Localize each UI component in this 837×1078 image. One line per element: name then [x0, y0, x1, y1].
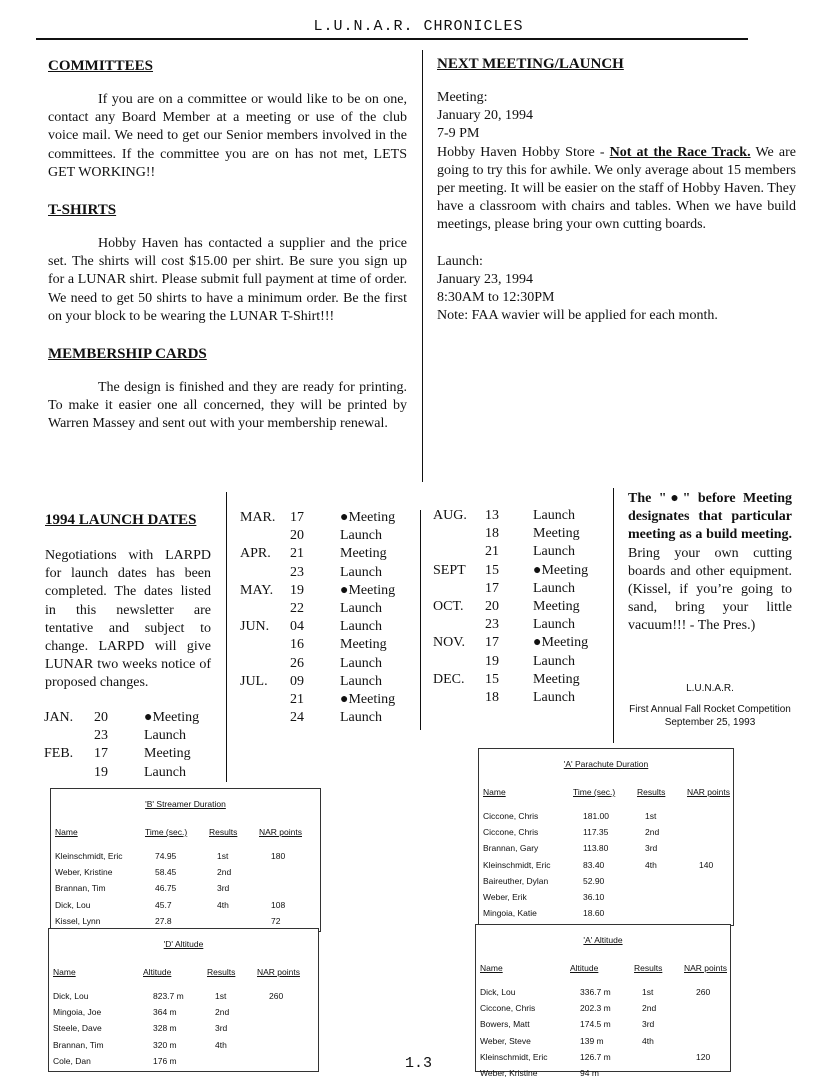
table-cell: 364 m: [153, 1007, 177, 1018]
schedule-day: 15: [485, 671, 499, 687]
newsletter-title: L.U.N.A.R. CHRONICLES: [313, 18, 524, 35]
table-cell: 202.3 m: [580, 1003, 611, 1014]
schedule-event: Meeting: [533, 599, 580, 614]
table-cell: Cole, Dan: [53, 1055, 91, 1066]
table-cell: Mingoia, Joe: [53, 1007, 102, 1018]
dates-divider-1: [226, 492, 227, 782]
schedule-event: Launch: [144, 764, 186, 780]
schedule-event: ●Meeting: [340, 582, 396, 598]
table-cell: Ciccone, Chris: [480, 1003, 536, 1014]
table-title: 'A' Altitude: [583, 935, 623, 945]
table-header: Time (sec.): [573, 787, 616, 797]
table-cell: 2nd: [217, 867, 232, 878]
launch-dates-heading: 1994 LAUNCH DATES: [45, 512, 197, 528]
table-cell: 72: [271, 915, 281, 926]
schedule-event: Launch: [340, 601, 382, 616]
schedule-day: 22: [290, 601, 304, 616]
schedule-day: 09: [290, 673, 304, 689]
schedule-day: 18: [485, 690, 499, 705]
schedule-event: Launch: [340, 528, 382, 544]
table-header: Name: [480, 963, 503, 973]
dates-divider-2: [420, 510, 421, 730]
table-cell: 126.7 m: [580, 1051, 611, 1062]
schedule-event: ●Meeting: [533, 562, 589, 578]
schedule-day: 21: [485, 544, 499, 560]
table-cell: Weber, Erik: [483, 892, 527, 902]
next-meeting-heading: NEXT MEETING/LAUNCH: [437, 56, 624, 72]
meeting-details: [437, 89, 796, 325]
table-cell: 46.75: [155, 883, 177, 894]
table-header: NAR points: [257, 967, 300, 977]
schedule-event: Meeting: [533, 671, 580, 687]
schedule-month: MAR.: [240, 510, 276, 525]
table-cell: Kissel, Lynn: [55, 915, 101, 926]
table-cell: Weber, Kristine: [480, 1068, 538, 1078]
schedule-day: 18: [485, 526, 499, 542]
schedule-day: 17: [485, 580, 499, 596]
table-cell: 58.45: [155, 867, 177, 878]
schedule-day: 23: [94, 728, 108, 744]
table-cell: Kleinschmidt, Eric: [480, 1051, 548, 1062]
a-parachute-table: [478, 748, 734, 926]
schedule-event: Launch: [340, 655, 382, 671]
schedule-month: APR.: [240, 546, 271, 562]
table-cell: 823.7 m: [153, 991, 184, 1001]
launch-dates-body: Negotiations with LARPD for launch dates has been completed. The dates listed in this newsletter are tentative and subject to change. LARPD will give LUNAR two weeks notice of proposed changes.: [45, 548, 211, 691]
table-cell: Weber, Kristine: [55, 867, 113, 878]
table-cell: Brannan, Gary: [483, 843, 539, 854]
table-header: Results: [209, 827, 238, 837]
schedule-day: 23: [290, 564, 304, 580]
membership-heading: MEMBERSHIP CARDS: [48, 346, 207, 363]
table-cell: 2nd: [645, 827, 660, 838]
table-cell: Mingoia, Katie: [483, 908, 537, 919]
table-cell: 120: [696, 1051, 711, 1062]
table-cell: 4th: [215, 1039, 227, 1050]
table-cell: 181.00: [583, 811, 609, 821]
table-cell: 83.40: [583, 859, 605, 870]
table-header: Altitude: [570, 963, 599, 973]
table-cell: Kleinschmidt, Eric: [55, 851, 123, 861]
schedule-event: Launch: [340, 710, 382, 726]
table-cell: Brannan, Tim: [53, 1039, 104, 1050]
schedule-event: ●Meeting: [144, 710, 200, 725]
table-cell: Dick, Lou: [55, 899, 91, 910]
table-cell: 260: [696, 987, 711, 997]
schedule-month: OCT.: [433, 599, 464, 614]
table-title: 'A' Parachute Duration: [563, 759, 649, 769]
table-title: 'D' Altitude: [163, 939, 204, 949]
table-cell: 140: [699, 859, 714, 870]
schedule-event: Meeting: [340, 637, 387, 653]
table-header: NAR points: [259, 827, 302, 837]
table-header: NAR points: [684, 963, 727, 973]
table-cell: 27.8: [155, 915, 172, 926]
table-cell: 94 m: [580, 1068, 599, 1078]
committees-section: [48, 58, 407, 434]
schedule-event: Launch: [340, 673, 382, 689]
location-details: We are going to try this for awhile. We only average about 15 members per meeting. It will be easier on the staff of Hobby Haven. They have a classroom with chairs and tables. When we have build meetings, please bring your own cutting boards.: [437, 144, 796, 233]
schedule-month: AUG.: [433, 508, 467, 523]
dates-divider-3: [613, 488, 614, 743]
competition-org: L.U.N.A.R.: [686, 683, 734, 694]
table-header: Name: [53, 967, 76, 977]
launch-date: January 23, 1994: [437, 271, 534, 287]
meeting-time: 7-9 PM: [437, 126, 480, 142]
meeting-label: Meeting:: [437, 90, 488, 105]
table-cell: 36.10: [583, 892, 605, 902]
table-cell: 1st: [645, 811, 657, 821]
table-cell: 3rd: [217, 883, 230, 894]
dates-col1: [44, 710, 224, 790]
schedule-event: Launch: [340, 619, 382, 635]
table-cell: 4th: [642, 1035, 654, 1046]
note-bold: The "●" before Meeting designates that particular meeting as a build meeting.: [628, 491, 792, 543]
schedule-day: 17: [290, 510, 304, 525]
schedule-month: JUN.: [240, 619, 270, 635]
schedule-month: JUL.: [240, 673, 268, 689]
schedule-month: MAY.: [240, 582, 274, 598]
schedule-event: Meeting: [144, 746, 191, 762]
schedule-day: 15: [485, 562, 499, 578]
table-cell: 1st: [217, 851, 229, 861]
committees-body: [48, 91, 407, 182]
schedule-day: 26: [290, 655, 304, 671]
location-intro: Hobby Haven Hobby Store -: [437, 144, 610, 160]
table-header: Name: [483, 787, 506, 797]
schedule-day: 19: [94, 764, 108, 780]
table-cell: 4th: [217, 899, 229, 910]
schedule-day: 20: [94, 710, 108, 725]
a-altitude-table: [475, 924, 731, 1078]
schedule-day: 21: [290, 546, 304, 562]
launch-label: Launch:: [437, 253, 483, 269]
table-header: Altitude: [143, 967, 172, 977]
table-cell: 336.7 m: [580, 987, 611, 997]
table-cell: 108: [271, 899, 286, 910]
schedule-event: Launch: [533, 690, 575, 705]
header-rule: [36, 38, 748, 40]
schedule-day: 16: [290, 637, 304, 653]
schedule-day: 23: [485, 617, 499, 633]
note-rest: Bring your own cutting boards and other equipment. (Kissel, if you’re going to sand, bring your little vacuum!!! - The Pres.): [628, 545, 792, 634]
table-cell: Bowers, Matt: [480, 1019, 530, 1030]
table-cell: Weber, Steve: [480, 1035, 531, 1046]
table-cell: Brannan, Tim: [55, 883, 106, 894]
schedule-event: Launch: [533, 580, 575, 596]
table-title: 'B' Streamer Duration: [145, 799, 226, 809]
schedule-event: Meeting: [340, 546, 387, 562]
schedule-day: 21: [290, 692, 304, 707]
dates-col2: [240, 510, 415, 730]
table-cell: 18.60: [583, 908, 605, 919]
table-cell: 1st: [215, 991, 227, 1001]
table-cell: 1st: [642, 987, 654, 997]
table-cell: Baireuther, Dylan: [483, 875, 549, 886]
table-cell: 176 m: [153, 1055, 177, 1066]
top-column-divider: [422, 50, 423, 482]
schedule-month: JAN.: [44, 710, 74, 725]
next-meeting-section: [437, 56, 796, 325]
schedule-day: 13: [485, 508, 499, 523]
meeting-date: January 20, 1994: [437, 108, 534, 124]
table-header: NAR points: [687, 787, 730, 797]
table-header: Name: [55, 827, 78, 837]
table-cell: 2nd: [215, 1007, 230, 1018]
dates-col3: [433, 508, 613, 708]
table-cell: 139 m: [580, 1035, 604, 1046]
schedule-month: SEPT: [433, 562, 466, 578]
table-cell: Steele, Dave: [53, 1023, 102, 1034]
schedule-day: 20: [485, 599, 499, 614]
table-cell: Kleinschmidt, Eric: [483, 859, 551, 870]
location-emphasis: Not at the Race Track.: [609, 144, 751, 160]
schedule-event: Launch: [144, 728, 186, 744]
table-cell: 3rd: [642, 1019, 655, 1030]
schedule-event: ●Meeting: [340, 692, 396, 707]
table-cell: 260: [269, 991, 284, 1001]
faa-note: Note: FAA wavier will be applied for each month.: [437, 308, 718, 324]
table-cell: 74.95: [155, 851, 177, 861]
schedule-event: Launch: [533, 508, 575, 523]
table-cell: 52.90: [583, 875, 605, 886]
competition-title: First Annual Fall Rocket Competition: [629, 704, 791, 715]
build-meeting-note: [628, 490, 792, 636]
schedule-day: 19: [290, 582, 304, 598]
d-altitude-table: [48, 928, 319, 1072]
tshirts-text: Hobby Haven has contacted a supplier and the price set. The shirts will cost $15.00 per shirt. Be sure you sign up for a LUNAR shirt. Please submit full payment at time of order. We need to get 50 shirts to have a minimum order. Be the first on your block to be wearing the LUNAR T-Shirt!!!: [48, 236, 407, 324]
table-cell: 328 m: [153, 1023, 177, 1034]
committees-heading: COMMITTEES: [48, 58, 154, 74]
table-cell: Dick, Lou: [53, 991, 89, 1001]
page-number: 1.3: [404, 1055, 432, 1072]
committees-text: If you are on a committee or would like to be on one, contact any Board Member at a meeting or use of the club voice mail. We need to get our Senior members involved in the committees. If the committee you are on has not met, LETS GET WORKING!!: [48, 92, 407, 180]
schedule-day: 17: [485, 635, 499, 651]
membership-body: [48, 379, 407, 434]
table-cell: Ciccone, Chris: [483, 827, 539, 838]
table-cell: 45.7: [155, 899, 172, 910]
schedule-event: Launch: [533, 544, 575, 560]
meeting-location: [437, 144, 796, 235]
table-cell: 3rd: [645, 843, 658, 854]
launch-time: 8:30AM to 12:30PM: [437, 290, 555, 306]
table-cell: Dick, Lou: [480, 987, 516, 997]
schedule-event: Meeting: [533, 526, 580, 542]
table-header: Time (sec.): [145, 827, 188, 837]
schedule-day: 20: [290, 528, 304, 544]
competition-header: [615, 682, 805, 729]
schedule-day: 17: [94, 746, 108, 762]
table-cell: 3rd: [215, 1023, 228, 1034]
schedule-event: Launch: [533, 653, 575, 669]
launch-dates-section: [45, 512, 211, 693]
table-cell: 117.35: [583, 827, 609, 838]
tshirts-body: [48, 235, 407, 326]
tshirts-heading: T-SHIRTS: [48, 202, 117, 219]
schedule-day: 04: [290, 619, 304, 635]
schedule-event: ●Meeting: [340, 510, 396, 525]
table-cell: 2nd: [642, 1003, 657, 1014]
schedule-event: ●Meeting: [533, 635, 589, 651]
table-header: Results: [637, 787, 666, 797]
schedule-event: Launch: [340, 564, 382, 580]
table-header: Results: [207, 967, 236, 977]
table-cell: 4th: [645, 859, 657, 870]
table-cell: 113.80: [583, 843, 609, 854]
table-cell: Ciccone, Chris: [483, 811, 539, 821]
table-cell: 174.5 m: [580, 1019, 611, 1030]
schedule-month: NOV.: [433, 635, 466, 651]
membership-text: The design is finished and they are ready for printing. To make it easier one all concerned, they will be printed by Warren Massey and sent out with your membership renewal.: [48, 380, 407, 432]
competition-date: September 25, 1993: [664, 717, 756, 728]
b-streamer-table: [50, 788, 321, 932]
schedule-month: FEB.: [44, 746, 74, 762]
schedule-day: 19: [485, 653, 499, 669]
table-cell: 180: [271, 851, 286, 861]
table-header: Results: [634, 963, 663, 973]
table-cell: 320 m: [153, 1039, 177, 1050]
schedule-month: DEC.: [433, 671, 465, 687]
schedule-day: 24: [290, 710, 304, 726]
schedule-event: Launch: [533, 617, 575, 633]
